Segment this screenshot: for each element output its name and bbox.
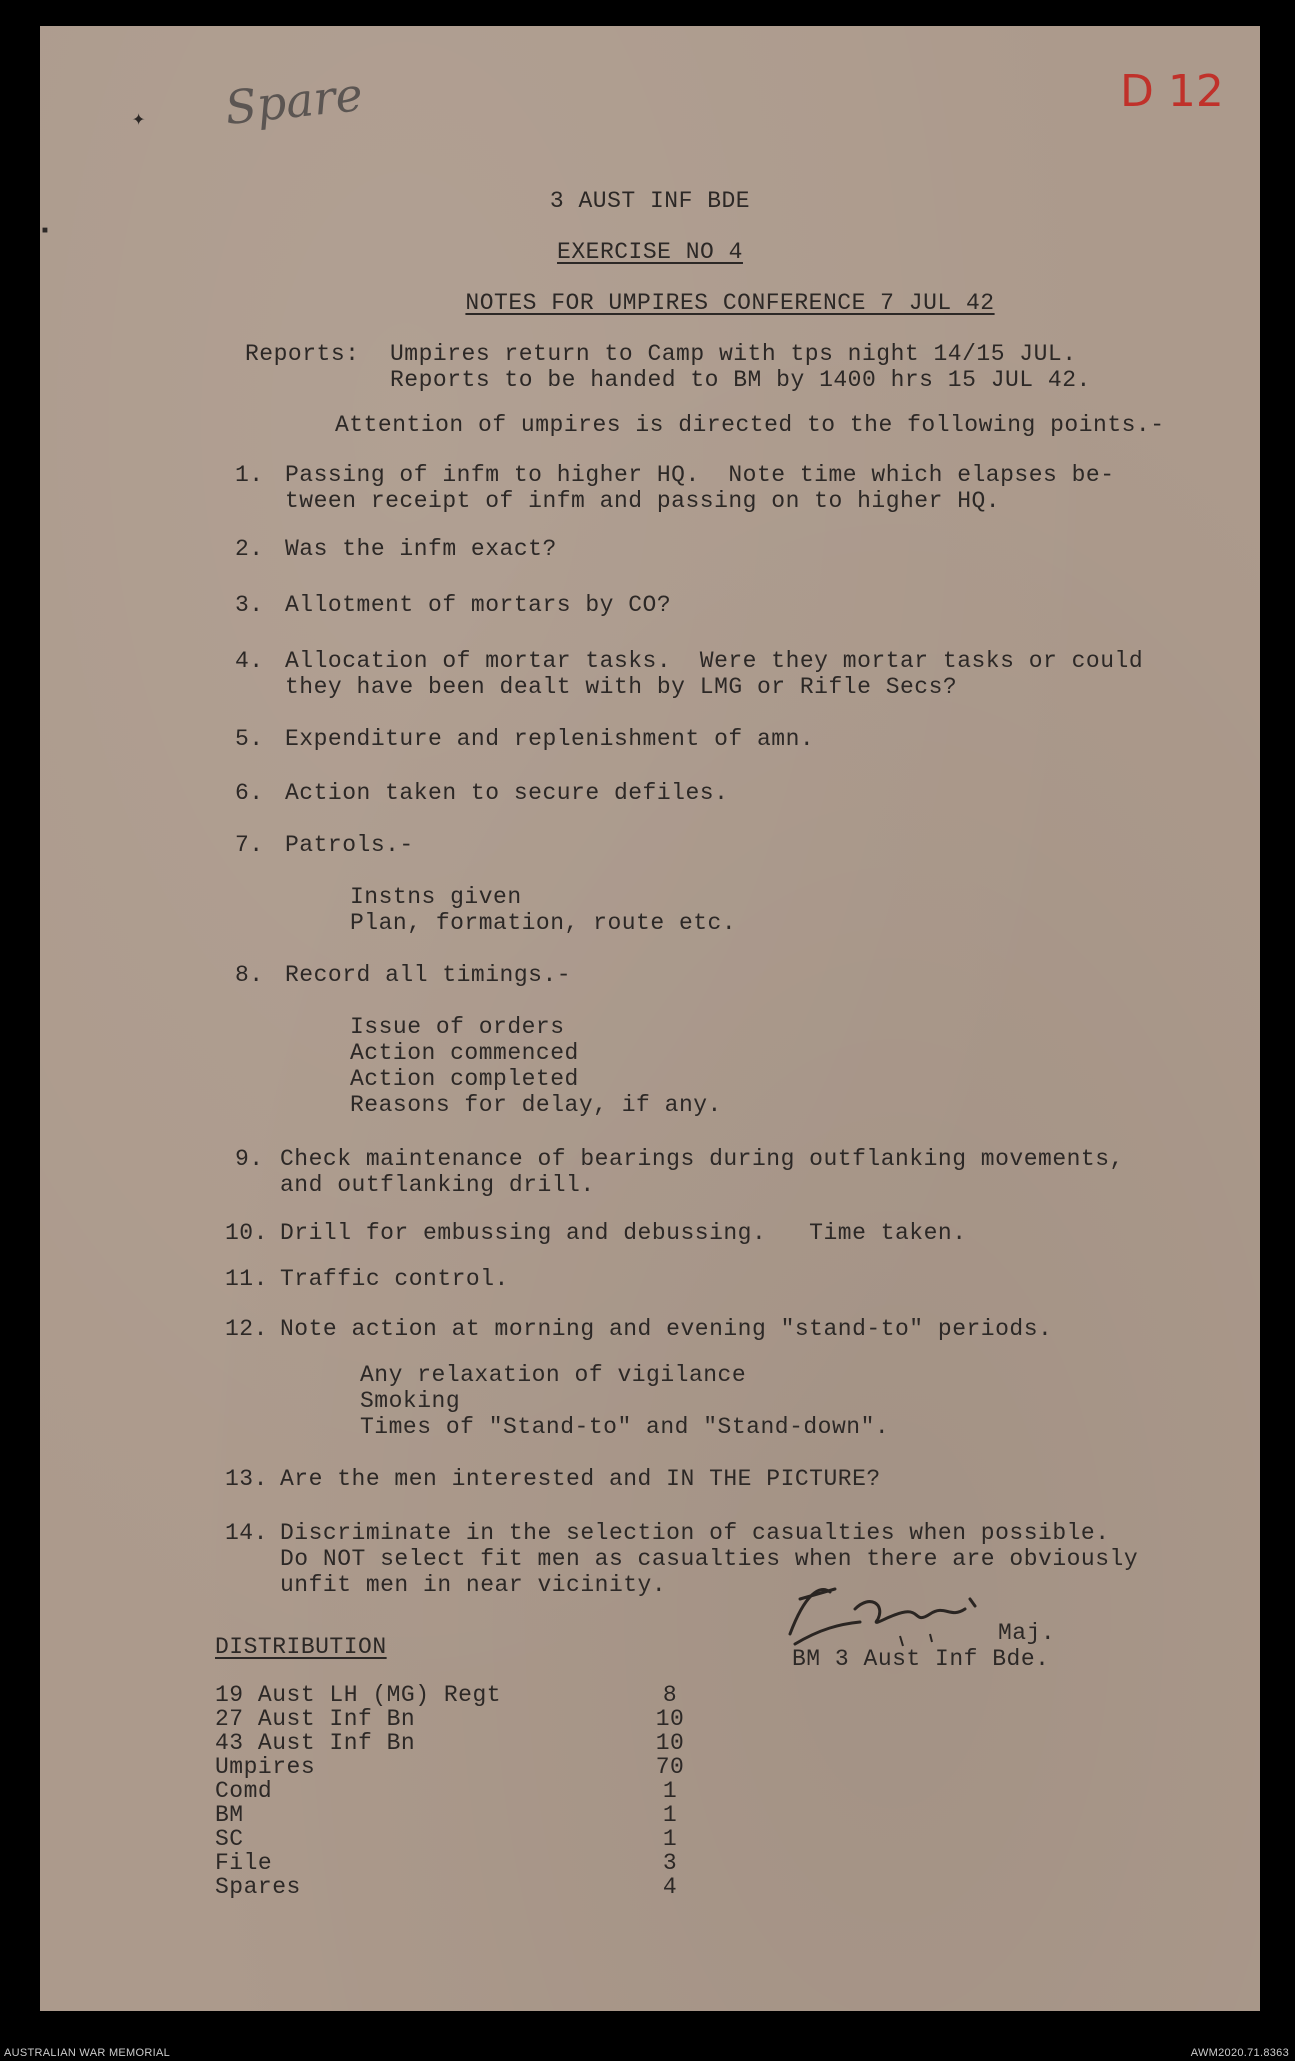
distribution-qty: 70 <box>655 1754 685 1780</box>
distribution-qty: 4 <box>662 1874 678 1900</box>
point-text: Discriminate in the selection of casualties when possible. <box>280 1520 1110 1546</box>
footer-accession-number: AWM2020.71.8363 <box>1190 2047 1289 2059</box>
point-number: 14. <box>225 1520 268 1546</box>
reports-line-2: Reports to be handed to BM by 1400 hrs 15 JUL 42. <box>390 367 1091 393</box>
point-text: Patrols.- <box>285 832 414 858</box>
point-text: Was the infm exact? <box>285 536 557 562</box>
point-text: and outflanking drill. <box>280 1172 595 1198</box>
distribution-label: BM <box>215 1802 244 1828</box>
point-number: 1. <box>235 462 264 488</box>
point-subitem: Action completed <box>350 1066 579 1092</box>
point-text: Passing of infm to higher HQ. Note time which elapses be- <box>285 462 1115 488</box>
point-number: 13. <box>225 1466 268 1492</box>
point-subitem: Instns given <box>350 884 522 910</box>
unit-heading: 3 AUST INF BDE <box>549 188 751 214</box>
reference-mark: D 12 <box>1120 66 1224 117</box>
point-number: 2. <box>235 536 264 562</box>
point-text: Allotment of mortars by CO? <box>285 592 672 618</box>
distribution-qty: 1 <box>662 1802 678 1828</box>
point-subitem: Smoking <box>360 1388 461 1414</box>
point-text: Note action at morning and evening "stand-to" periods. <box>280 1316 1053 1342</box>
distribution-qty: 1 <box>662 1826 678 1852</box>
point-text: Are the men interested and IN THE PICTURE? <box>280 1466 881 1492</box>
reports-label: Reports: <box>245 341 360 367</box>
distribution-label: Comd <box>215 1778 273 1804</box>
reports-line-1: Umpires return to Camp with tps night 14/15 JUL. <box>390 341 1077 367</box>
point-text: Record all timings.- <box>285 962 572 988</box>
point-number: 11. <box>225 1266 268 1292</box>
distribution-qty: 3 <box>662 1850 678 1876</box>
point-text: unfit men in near vicinity. <box>280 1572 667 1598</box>
point-text: tween receipt of infm and passing on to higher HQ. <box>285 488 1001 514</box>
distribution-label: Umpires <box>215 1754 316 1780</box>
distribution-label: Spares <box>215 1874 301 1900</box>
point-subitem: Issue of orders <box>350 1014 565 1040</box>
point-subitem: Action commenced <box>350 1040 579 1066</box>
signatory-rank: Maj. <box>998 1620 1056 1646</box>
point-text: Drill for embussing and debussing. Time taken. <box>280 1220 967 1246</box>
distribution-label: 19 Aust LH (MG) Regt <box>215 1682 502 1708</box>
distribution-label: 27 Aust Inf Bn <box>215 1706 416 1732</box>
subject-heading: NOTES FOR UMPIRES CONFERENCE 7 JUL 42 <box>465 290 995 316</box>
point-number: 7. <box>235 832 264 858</box>
point-number: 10. <box>225 1220 268 1246</box>
exercise-heading: EXERCISE NO 4 <box>557 239 743 265</box>
point-text: Check maintenance of bearings during outflanking movements, <box>280 1146 1124 1172</box>
point-text: Action taken to secure defiles. <box>285 780 729 806</box>
point-subitem: Any relaxation of vigilance <box>360 1362 747 1388</box>
point-text: Do NOT select fit men as casualties when there are obviously <box>280 1546 1139 1572</box>
point-number: 6. <box>235 780 264 806</box>
point-subitem: Plan, formation, route etc. <box>350 910 737 936</box>
distribution-label: File <box>215 1850 273 1876</box>
distribution-qty: 10 <box>655 1730 685 1756</box>
point-text: Allocation of mortar tasks. Were they mortar tasks or could <box>285 648 1144 674</box>
point-text: Expenditure and replenishment of amn. <box>285 726 815 752</box>
point-number: 5. <box>235 726 264 752</box>
point-subitem: Reasons for delay, if any. <box>350 1092 722 1118</box>
point-number: 8. <box>235 962 264 988</box>
distribution-label: 43 Aust Inf Bn <box>215 1730 416 1756</box>
point-text: Traffic control. <box>280 1266 509 1292</box>
distribution-qty: 8 <box>662 1682 678 1708</box>
point-subitem: Times of "Stand-to" and "Stand-down". <box>360 1414 890 1440</box>
document-page <box>40 26 1260 2011</box>
distribution-title: DISTRIBUTION <box>215 1634 387 1660</box>
footer-archive-name: AUSTRALIAN WAR MEMORIAL <box>4 2047 171 2059</box>
point-text: they have been dealt with by LMG or Rifle Secs? <box>285 674 958 700</box>
signatory-appointment: BM 3 Aust Inf Bde. <box>792 1646 1050 1672</box>
distribution-qty: 1 <box>662 1778 678 1804</box>
point-number: 12. <box>225 1316 268 1342</box>
point-number: 4. <box>235 648 264 674</box>
point-number: 9. <box>235 1146 264 1172</box>
point-number: 3. <box>235 592 264 618</box>
distribution-qty: 10 <box>655 1706 685 1732</box>
edge-mark: ■ <box>42 226 49 237</box>
distribution-label: SC <box>215 1826 244 1852</box>
handwritten-annotation: Spare <box>222 66 366 136</box>
punch-mark: ✦ <box>132 107 146 132</box>
intro-text: Attention of umpires is directed to the following points.- <box>335 412 1165 438</box>
